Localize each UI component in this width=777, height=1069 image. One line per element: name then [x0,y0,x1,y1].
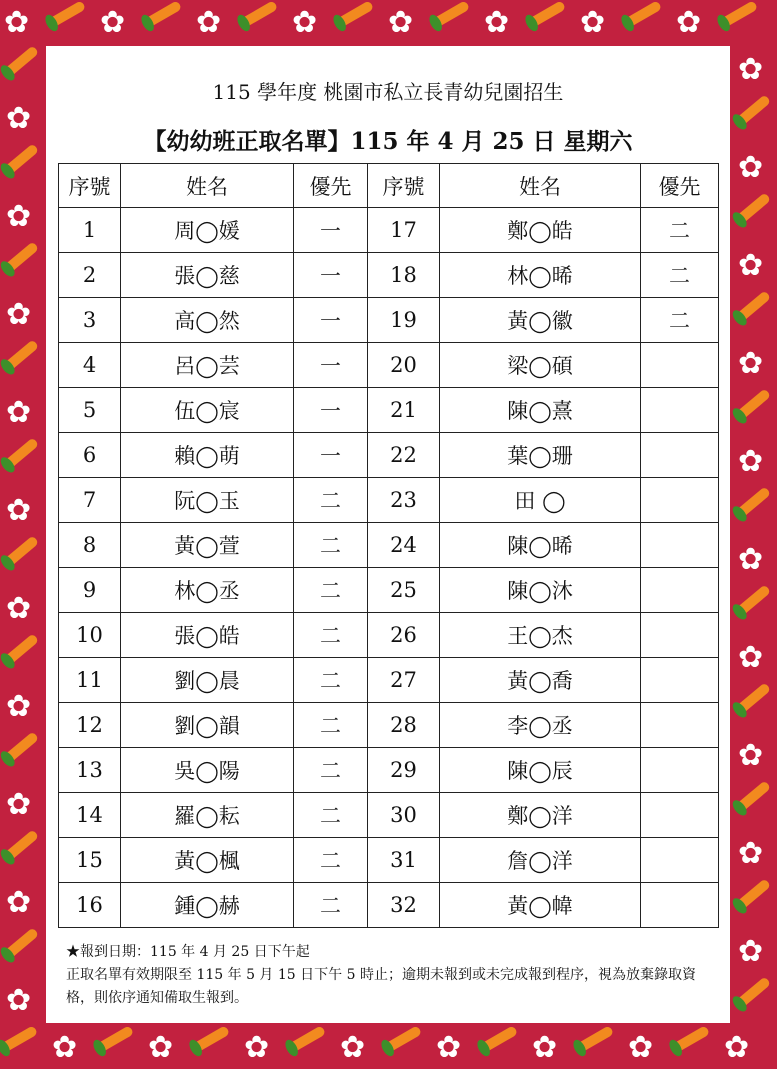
carrot-icon [739,94,771,124]
cell-priority: 一 [294,208,368,253]
paw-icon: ✿ [6,297,32,332]
cell-number: 19 [368,298,440,343]
cell-priority: 一 [294,343,368,388]
carrot-icon [484,1025,518,1051]
cell-number: 26 [368,613,440,658]
cell-number: 32 [368,883,440,928]
cell-number: 22 [368,433,440,478]
carrot-icon [739,780,771,810]
cell-name: 黃◯萱 [121,523,294,568]
carrot-icon [739,584,771,614]
cell-priority [641,478,719,523]
cell-number: 13 [59,748,121,793]
cell-number: 25 [368,568,440,613]
cell-number: 15 [59,838,121,883]
cell-number: 9 [59,568,121,613]
cell-name: 王◯杰 [440,613,641,658]
paw-icon: ✿ [738,248,764,283]
table-row [59,298,719,343]
cell-name: 劉◯晨 [121,658,294,703]
paw-icon: ✿ [6,199,32,234]
paw-icon: ✿ [532,1030,558,1065]
cell-number: 18 [368,253,440,298]
header-name: 姓名 [440,164,641,208]
table-row [59,613,719,658]
cell-number: 27 [368,658,440,703]
paw-icon: ✿ [6,101,32,136]
carrot-icon [7,731,39,761]
paw-icon: ✿ [724,1030,750,1065]
cell-number: 8 [59,523,121,568]
carrot-icon [148,0,182,26]
cell-number: 3 [59,298,121,343]
report-date-note: ★報到日期：115 年 4 月 25 日下午起 [66,944,310,960]
cell-name: 羅◯耘 [121,793,294,838]
carrot-icon [388,1025,422,1051]
cell-number: 4 [59,343,121,388]
cell-name: 伍◯宸 [121,388,294,433]
carrot-icon [7,927,39,957]
cell-priority: 二 [641,298,719,343]
paw-icon: ✿ [6,983,32,1018]
cell-number: 30 [368,793,440,838]
notes [66,941,706,1010]
cell-priority: 二 [294,883,368,928]
cell-number: 20 [368,343,440,388]
carrot-icon [7,535,39,565]
paw-icon: ✿ [100,5,126,40]
cell-priority [641,793,719,838]
carrot-icon [7,143,39,173]
cell-name: 劉◯韻 [121,703,294,748]
cell-number: 21 [368,388,440,433]
cell-number: 12 [59,703,121,748]
header-number: 序號 [59,164,121,208]
cell-name: 田 ◯ [440,478,641,523]
carrot-icon [739,290,771,320]
carrot-icon [739,388,771,418]
header-priority: 優先 [641,164,719,208]
cell-priority [641,433,719,478]
cell-name: 林◯丞 [121,568,294,613]
cell-number: 16 [59,883,121,928]
cell-name: 鄭◯皓 [440,208,641,253]
paw-icon: ✿ [738,52,764,87]
cell-name: 張◯皓 [121,613,294,658]
cell-name: 鍾◯赫 [121,883,294,928]
cell-number: 2 [59,253,121,298]
paw-icon: ✿ [196,5,222,40]
cell-priority: 二 [294,793,368,838]
cell-priority: 一 [294,253,368,298]
paw-icon: ✿ [738,934,764,969]
cell-priority: 二 [294,838,368,883]
cell-number: 28 [368,703,440,748]
carrot-icon [292,1025,326,1051]
cell-priority [641,343,719,388]
cell-priority [641,568,719,613]
table-row [59,883,719,928]
paw-icon: ✿ [738,150,764,185]
paw-icon: ✿ [738,444,764,479]
carrot-icon [724,0,758,26]
cell-name: 黃◯喬 [440,658,641,703]
cell-name: 林◯晞 [440,253,641,298]
paw-icon: ✿ [436,1030,462,1065]
cell-priority [641,748,719,793]
list-title: 【幼幼班正取名單】115 年 4 月 25 日 星期六 [143,128,633,155]
carrot-icon [739,976,771,1006]
paw-icon: ✿ [148,1030,174,1065]
table-row [59,343,719,388]
carrot-icon [340,0,374,26]
cell-name: 李◯丞 [440,703,641,748]
paw-icon: ✿ [6,787,32,822]
carrot-icon [4,1025,38,1051]
table-row [59,568,719,613]
cell-priority [641,838,719,883]
paw-icon: ✿ [738,836,764,871]
cell-name: 張◯慈 [121,253,294,298]
cell-name: 黃◯幃 [440,883,641,928]
cell-name: 梁◯碩 [440,343,641,388]
cell-number: 29 [368,748,440,793]
admission-table [58,163,719,928]
paw-icon: ✿ [628,1030,654,1065]
table-row [59,703,719,748]
paw-icon: ✿ [738,738,764,773]
carrot-icon [739,486,771,516]
cell-priority: 二 [641,208,719,253]
header-number: 序號 [368,164,440,208]
paw-icon: ✿ [6,689,32,724]
cell-priority [641,388,719,433]
cell-priority [641,613,719,658]
carrot-icon [7,45,39,75]
carrot-icon [739,682,771,712]
carrot-icon [196,1025,230,1051]
cell-number: 14 [59,793,121,838]
paw-icon: ✿ [340,1030,366,1065]
cell-name: 陳◯晞 [440,523,641,568]
paw-icon: ✿ [6,493,32,528]
table-row [59,433,719,478]
cell-name: 吳◯陽 [121,748,294,793]
carrot-icon [676,1025,710,1051]
cell-name: 黃◯徽 [440,298,641,343]
table-row [59,838,719,883]
cell-priority [641,703,719,748]
carrot-icon [739,192,771,222]
carrot-icon [7,633,39,663]
paw-icon: ✿ [6,395,32,430]
cell-number: 1 [59,208,121,253]
table-row [59,658,719,703]
table-row [59,478,719,523]
table-row [59,793,719,838]
carrot-icon [7,241,39,271]
cell-priority: 一 [294,433,368,478]
paw-icon: ✿ [738,542,764,577]
cell-number: 7 [59,478,121,523]
table-row [59,523,719,568]
cell-name: 陳◯熹 [440,388,641,433]
paw-icon: ✿ [676,5,702,40]
cell-priority: 一 [294,388,368,433]
validity-note: 正取名單有效期限至 115 年 5 月 15 日下午 5 時止；逾期未報到或未完成報到程序，視為放棄錄取資格，則依序通知備取生報到。 [66,967,696,1006]
cell-priority: 二 [294,703,368,748]
paw-icon: ✿ [6,885,32,920]
paw-icon: ✿ [244,1030,270,1065]
paw-icon: ✿ [484,5,510,40]
paw-icon: ✿ [738,346,764,381]
cell-priority [641,523,719,568]
cell-name: 阮◯玉 [121,478,294,523]
paw-icon: ✿ [738,640,764,675]
cell-priority: 二 [294,568,368,613]
cell-name: 詹◯洋 [440,838,641,883]
cell-number: 31 [368,838,440,883]
carrot-icon [100,1025,134,1051]
paw-icon: ✿ [388,5,414,40]
header-name: 姓名 [121,164,294,208]
cell-priority [641,883,719,928]
cell-number: 6 [59,433,121,478]
cell-priority [641,658,719,703]
table-header-row [59,164,719,208]
cell-priority: 二 [294,613,368,658]
carrot-icon [244,0,278,26]
carrot-icon [532,0,566,26]
cell-name: 呂◯芸 [121,343,294,388]
table-row [59,253,719,298]
carrot-icon [7,437,39,467]
cell-number: 23 [368,478,440,523]
carrot-icon [7,339,39,369]
table-row [59,208,719,253]
cell-name: 賴◯萌 [121,433,294,478]
cell-name: 黃◯楓 [121,838,294,883]
cell-priority: 二 [294,748,368,793]
cell-number: 24 [368,523,440,568]
cell-number: 11 [59,658,121,703]
cell-priority: 二 [294,523,368,568]
cell-number: 17 [368,208,440,253]
table-row [59,748,719,793]
cell-name: 鄭◯洋 [440,793,641,838]
table-row [59,388,719,433]
carrot-icon [739,878,771,908]
cell-name: 高◯然 [121,298,294,343]
cell-name: 葉◯珊 [440,433,641,478]
paw-icon: ✿ [580,5,606,40]
carrot-icon [628,0,662,26]
paw-icon: ✿ [6,591,32,626]
cell-priority: 一 [294,298,368,343]
cell-name: 陳◯沐 [440,568,641,613]
header-priority: 優先 [294,164,368,208]
carrot-icon [580,1025,614,1051]
cell-number: 5 [59,388,121,433]
paw-icon: ✿ [52,1030,78,1065]
cell-priority: 二 [294,478,368,523]
cell-name: 周◯媛 [121,208,294,253]
paw-icon: ✿ [292,5,318,40]
carrot-icon [436,0,470,26]
carrot-icon [7,829,39,859]
cell-priority: 二 [641,253,719,298]
carrot-icon [52,0,86,26]
cell-priority: 二 [294,658,368,703]
cell-number: 10 [59,613,121,658]
cell-name: 陳◯辰 [440,748,641,793]
school-title: 115 學年度 桃園市私立長青幼兒園招生 [212,80,564,104]
paw-icon: ✿ [4,5,30,40]
document-page [46,46,730,1023]
